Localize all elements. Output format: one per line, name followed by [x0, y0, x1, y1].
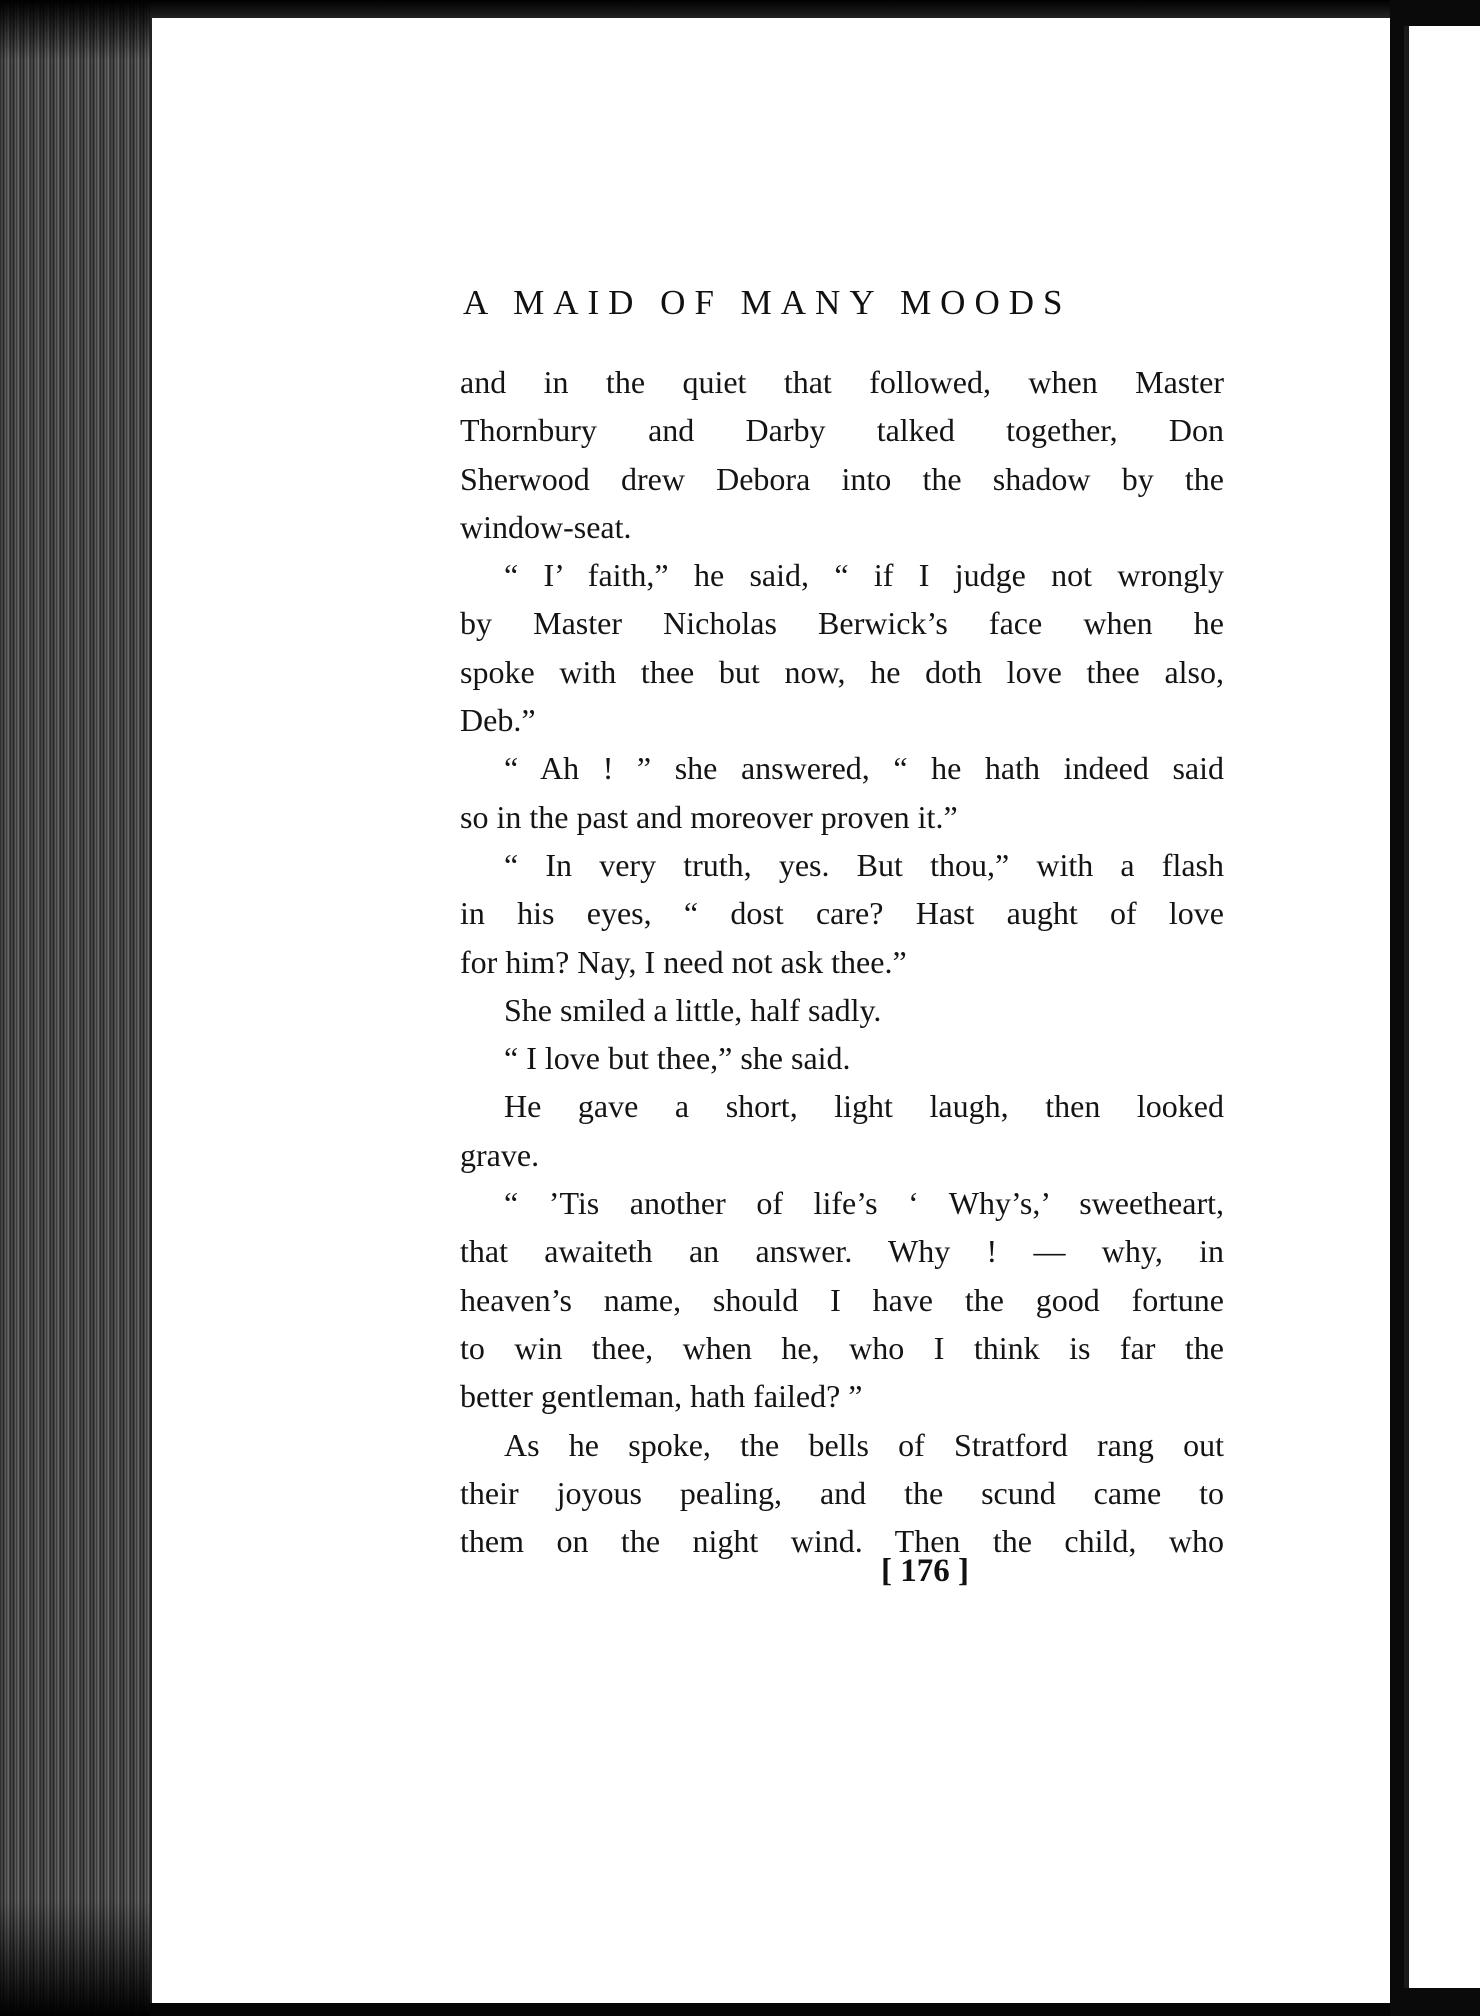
text-line: “ Ah ! ” she answered, “ he hath indeed said: [504, 750, 1224, 787]
text-line: “ I love but thee,” she said.: [504, 1040, 851, 1077]
text-line: by Master Nicholas Berwick’s face when he: [460, 605, 1224, 642]
page-edges: [0, 0, 150, 2016]
running-head: A MAID OF MANY MOODS: [463, 283, 1072, 322]
text-line: As he spoke, the bells of Stratford rang out: [504, 1426, 1224, 1463]
text-line: them on the night wind. Then the child, who: [460, 1523, 1224, 1560]
text-line: so in the past and moreover proven it.”: [460, 798, 958, 835]
text-line: spoke with thee but now, he doth love thee also,: [460, 653, 1224, 690]
text-line: “ ’Tis another of life’s ‘ Why’s,’ sweetheart,: [504, 1185, 1224, 1222]
text-line: He gave a short, light laugh, then looked: [504, 1088, 1224, 1125]
text-line: Deb.”: [460, 702, 536, 739]
text-line: their joyous pealing, and the scund came to: [460, 1474, 1224, 1511]
text-line: “ I’ faith,” he said, “ if I judge not wrongly: [504, 557, 1224, 594]
text-line: in his eyes, “ dost care? Hast aught of love: [460, 895, 1224, 932]
text-line: Thornbury and Darby talked together, Don: [460, 412, 1224, 449]
text-line: window-seat.: [460, 508, 632, 545]
text-line: for him? Nay, I need not ask thee.”: [460, 943, 907, 980]
text-line: better gentleman, hath failed? ”: [460, 1378, 863, 1415]
text-line: to win thee, when he, who I think is far the: [460, 1329, 1224, 1366]
text-line: and in the quiet that followed, when Master: [460, 364, 1224, 400]
text-line: “ In very truth, yes. But thou,” with a flash: [504, 846, 1224, 883]
text-line: She smiled a little, half sadly.: [504, 991, 882, 1028]
text-line: that awaiteth an answer. Why ! — why, in: [460, 1233, 1224, 1270]
body-text: [460, 358, 1224, 1565]
page-number: [ 176 ]: [881, 1553, 969, 1589]
text-line: Sherwood drew Debora into the shadow by the: [460, 460, 1224, 497]
facing-page-edge: [1404, 26, 1480, 1988]
text-line: grave.: [460, 1136, 540, 1173]
text-line: heaven’s name, should I have the good fortune: [460, 1281, 1224, 1318]
